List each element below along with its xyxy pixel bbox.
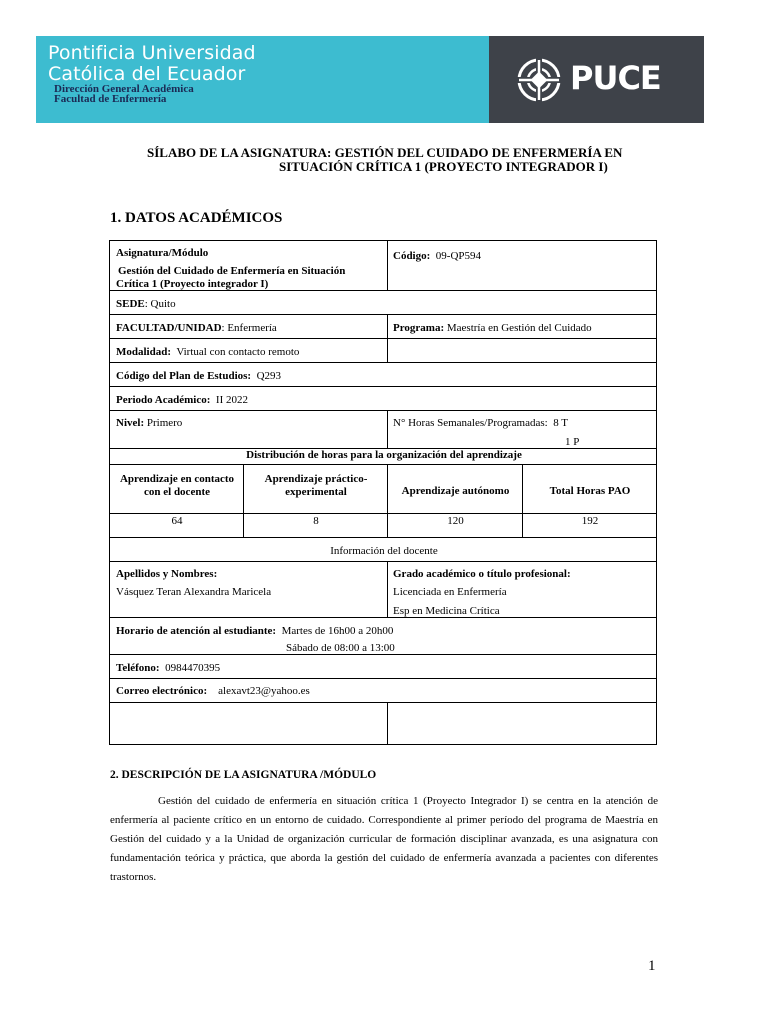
puce-logo-text: PUCE <box>570 59 661 97</box>
university-name-line1: Pontificia Universidad <box>48 42 256 64</box>
apellidos-value: Vásquez Teran Alexandra Maricela <box>116 586 272 598</box>
hours-header-3: Aprendizaje autónomo <box>401 485 510 497</box>
university-name-line2: Católica del Ecuador <box>48 63 246 85</box>
hours-header-1-line1: Aprendizaje en contacto <box>119 473 235 485</box>
section2-heading: 2. DESCRIPCIÓN DE LA ASIGNATURA /MÓDULO <box>110 769 377 781</box>
modalidad-value: Virtual con contacto remoto <box>176 346 300 358</box>
section2-description: Gestión del cuidado de enfermería en situación crítica 1 (Proyecto Integrador I) se centra en la atención de enfermería al paciente crítico en un entorno de cuidado. Correspondiente al primer período del programa de Maestría en Gestión del cuidado y a la Unidad de organización curricular de formación disciplinar avanzada, es una asignatura con fundamentación teórica y práctica, que aborda la gestión del cuidado de enfermería avanzada a pacientes con diferentes trastornos. <box>110 795 658 883</box>
hours-value-3: 120 <box>447 515 464 527</box>
programa-label: Programa: <box>393 322 445 334</box>
cell-empty-3 <box>387 702 657 745</box>
sede-value: : Quito <box>144 298 176 310</box>
horas-value-2: 1 P <box>565 436 580 448</box>
facultad-value: : Enfermería <box>221 322 277 334</box>
modalidad-label: Modalidad: <box>116 346 172 358</box>
asignatura-value-line2: Crítica 1 (Proyecto integrador I) <box>116 278 269 290</box>
facultad-label: FACULTAD/UNIDAD <box>116 322 222 334</box>
cell-sede <box>109 290 657 315</box>
plan-value: Q293 <box>256 370 282 382</box>
telefono-value: 0984470395 <box>165 662 221 674</box>
apellidos-label: Apellidos y Nombres: <box>116 568 218 580</box>
puce-seal-icon <box>516 57 562 103</box>
hours-value-4: 192 <box>581 515 599 527</box>
plan-label: Código del Plan de Estudios: <box>116 370 252 382</box>
periodo-label: Periodo Académico: <box>116 394 211 406</box>
hours-value-2: 8 <box>313 515 319 527</box>
syllabus-title-line2: SITUACIÓN CRÍTICA 1 (PROYECTO INTEGRADOR I) <box>279 159 608 174</box>
hours-header-2-line1: Aprendizaje práctico- <box>264 473 368 485</box>
distribucion-title: Distribución de horas para la organización del aprendizaje <box>246 449 522 461</box>
codigo-label: Código: <box>393 250 431 262</box>
faculty-label: Facultad de Enfermería <box>54 93 167 105</box>
horario-value-2: Sábado de 08:00 a 13:00 <box>286 642 395 654</box>
cell-empty-2 <box>109 702 388 745</box>
grado-label: Grado académico o título profesional: <box>393 568 571 580</box>
asignatura-label: Asignatura/Módulo <box>116 247 209 259</box>
nivel-value: Primero <box>146 417 183 429</box>
hours-value-1: 64 <box>171 515 183 527</box>
cell-empty-1 <box>387 338 657 363</box>
grado-value-1: Licenciada en Enfermería <box>393 586 507 598</box>
horas-label: N° Horas Semanales/Programadas: <box>393 417 548 429</box>
docente-title: Información del docente <box>330 545 438 557</box>
periodo-value: II 2022 <box>215 394 248 406</box>
horario-label: Horario de atención al estudiante: <box>116 625 277 637</box>
codigo-value: 09-QP594 <box>435 250 482 262</box>
sede-label: SEDE <box>116 298 145 310</box>
correo-value: alexavt23@yahoo.es <box>218 685 310 697</box>
direction-label: Dirección General Académica <box>54 83 194 95</box>
grado-value-2: Esp en Medicina Crítica <box>393 605 500 617</box>
hours-header-2-line2: experimental <box>285 486 347 498</box>
telefono-label: Teléfono: <box>116 662 160 674</box>
programa-value: Maestría en Gestión del Cuidado <box>446 322 592 334</box>
page-number: 1 <box>648 958 656 974</box>
correo-label: Correo electrónico: <box>116 685 208 697</box>
horario-value-1: Martes de 16h00 a 20h00 <box>281 625 394 637</box>
hours-header-4: Total Horas PAO <box>549 485 631 497</box>
cell-codigo <box>387 240 657 291</box>
asignatura-value-line1: Gestión del Cuidado de Enfermería en Situación <box>118 265 346 277</box>
section1-heading: 1. DATOS ACADÉMICOS <box>110 210 283 226</box>
horas-value-1: 8 T <box>553 417 568 429</box>
syllabus-title-line1: SÍLABO DE LA ASIGNATURA: GESTIÓN DEL CUIDADO DE ENFERMERÍA EN <box>147 145 623 160</box>
hours-header-1-line2: con el docente <box>144 486 210 498</box>
nivel-label: Nivel: <box>116 417 145 429</box>
